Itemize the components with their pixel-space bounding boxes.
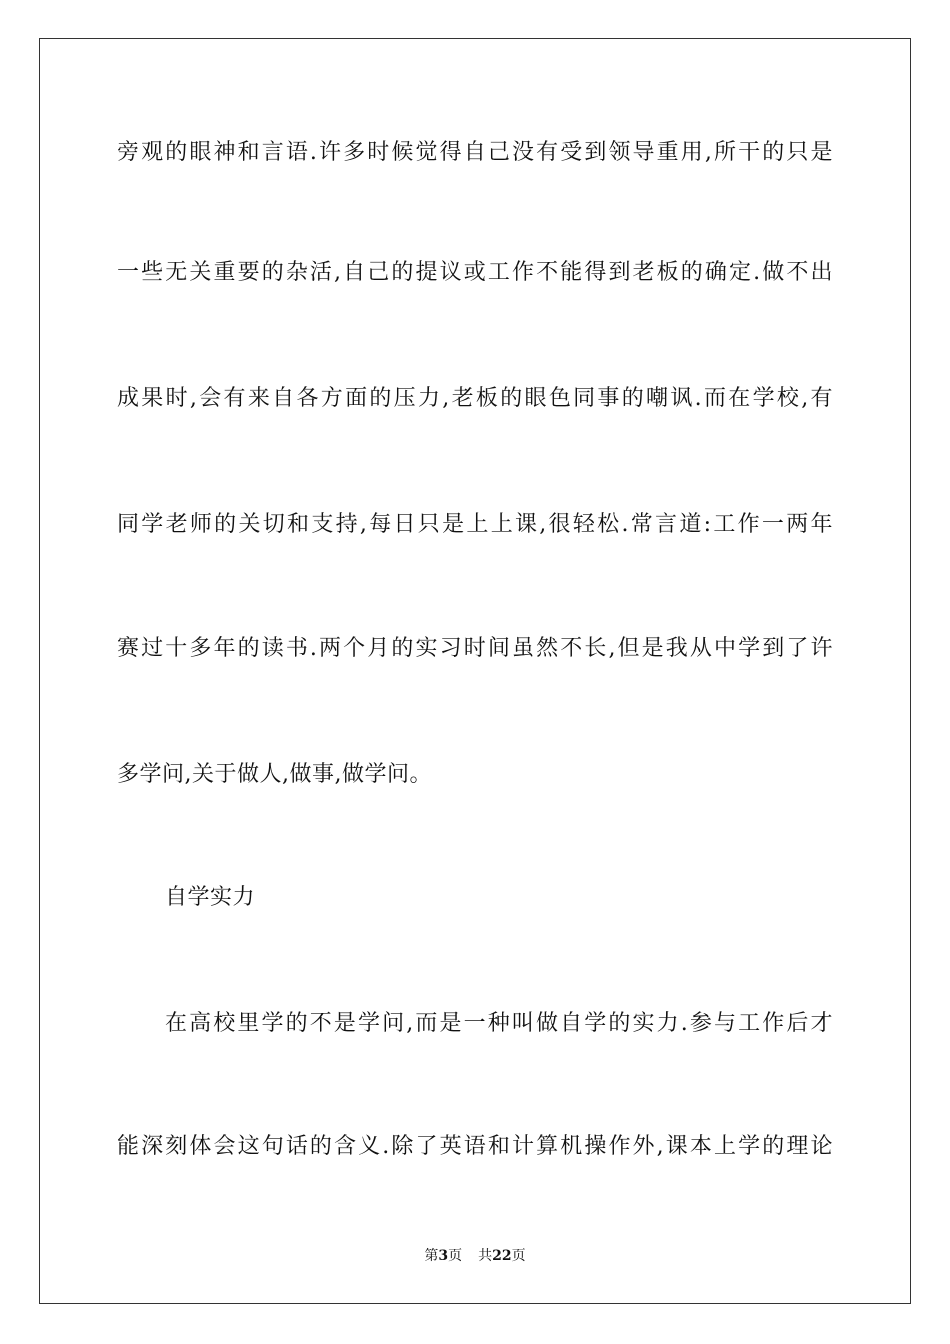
page-current: 3 (438, 1248, 449, 1264)
body-line-6: 多学问,关于做人,做事,做学问。 (117, 762, 432, 787)
total-prefix: 共 (478, 1248, 493, 1264)
body-line-8: 在高校里学的不是学问,而是一种叫做自学的实力.参与工作后才 (165, 1011, 833, 1036)
body-line-9: 能深刻体会这句话的含义.除了英语和计算机操作外,课本上学的理论 (117, 1134, 833, 1159)
body-line-3: 成果时,会有来自各方面的压力,老板的眼色同事的嘲讽.而在学校,有 (117, 386, 833, 411)
total-suffix: 页 (511, 1248, 526, 1264)
page-total: 22 (492, 1248, 512, 1264)
page-suffix: 页 (448, 1248, 463, 1264)
page-footer (0, 1247, 950, 1265)
page-frame (39, 38, 911, 1304)
body-line-2: 一些无关重要的杂活,自己的提议或工作不能得到老板的确定.做不出 (117, 260, 833, 285)
section-heading: 自学实力 (165, 885, 256, 910)
body-line-1: 旁观的眼神和言语.许多时候觉得自己没有受到领导重用,所干的只是 (117, 140, 833, 165)
body-line-4: 同学老师的关切和支持,每日只是上上课,很轻松.常言道:工作一两年 (117, 512, 833, 537)
page-prefix: 第 (424, 1248, 439, 1264)
body-line-5: 赛过十多年的读书.两个月的实习时间虽然不长,但是我从中学到了许 (117, 636, 833, 661)
